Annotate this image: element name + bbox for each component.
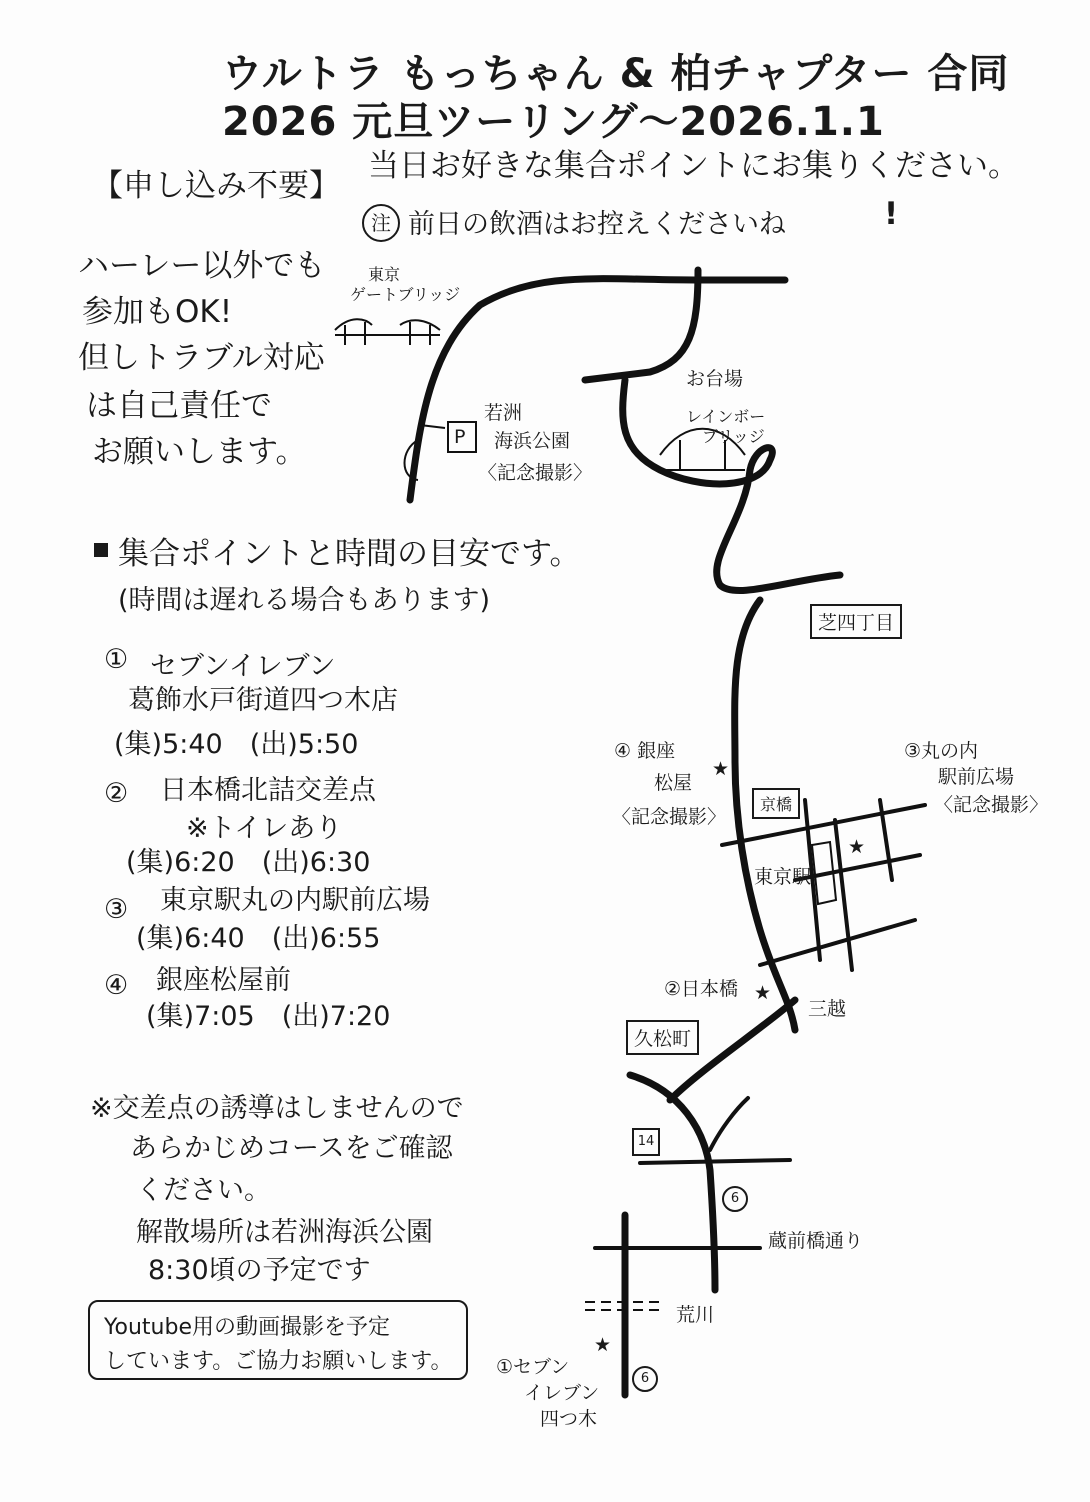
route-odaiba-connector [585,270,698,380]
no-apply-label: 【申し込み不要】 [92,168,340,204]
label-tokyo-station: 東京駅 [754,866,812,888]
route-6-sign-a: 6 [722,1186,748,1212]
ginza-star-icon: ★ [712,758,730,780]
point-4-name: 銀座松屋前 [156,965,291,996]
caution-text: 前日の飲酒はお控えくださいね [408,209,786,240]
label-odaiba: お台場 [686,368,744,390]
point-1-num: ① [104,644,129,675]
label-mitsukoshi: 三越 [808,998,847,1020]
point-2-name2: ※トイレあり [186,813,343,844]
label-seven-3: 四つ木 [540,1408,598,1430]
route-14-street [640,1160,790,1163]
point-4-num: ④ [104,970,129,1001]
flyer-title-line1: ウルトラ もっちゃん & 柏チャプター 合同 [222,51,1010,97]
left-note-line4: は自己責任で [86,388,272,424]
gate-bridge-icon [335,319,440,345]
gather-instruction: 当日お好きな集合ポイントにお集りください。 [368,148,1019,184]
label-kyobashi: 京橋 [752,788,800,819]
route-hisamatsu-curve [630,1075,715,1290]
route-14-sign: 14 [632,1128,660,1156]
marunouchi-star-icon: ★ [848,836,866,858]
points-header-sub: (時間は遅れる場合もあります) [118,585,491,616]
label-park-1: 若洲 [484,402,523,424]
video-notice-line2: しています。ご協力お願いします。 [104,1349,453,1374]
label-marunouchi-3: 〈記念撮影〉 [934,794,1049,816]
footer-note-line1: ※交差点の誘導はしませんので [90,1093,464,1124]
caution-mark: 注 [362,204,400,242]
video-notice-line1: Youtube用の動画撮影を予定 [104,1315,390,1340]
point-2-times: (集)6:20 (出)6:30 [126,847,371,878]
caution-exclaim: ! [884,196,899,232]
point-1-name: セブンイレブン [150,651,336,682]
point-4-times: (集)7:05 (出)7:20 [146,1001,391,1032]
label-kuramae: 蔵前橋通り [768,1230,864,1252]
left-note-line2: 参加もOK! [82,294,233,330]
label-marunouchi-1: ③丸の内 [904,740,979,762]
point-1-times: (集)5:40 (出)5:50 [114,729,359,760]
label-marunouchi-2: 駅前広場 [938,766,1015,788]
footer-note-line5: 8:30頃の予定です [148,1255,371,1286]
label-nihonbashi: ②日本橋 [664,978,739,1000]
point-3-num: ③ [104,894,129,925]
label-hisamatsu: 久松町 [626,1020,699,1055]
point-1-name2: 葛飾水戸街道四つ木店 [128,685,398,716]
footer-note-line4: 解散場所は若洲海浜公園 [136,1217,433,1248]
point-2-num: ② [104,778,129,809]
label-ginza-1: ④ 銀座 [614,740,676,762]
left-note-line5: お願いします。 [92,434,307,470]
label-rainbow-2: ブリッジ [702,427,765,446]
flyer-title-line2: 2026 元旦ツーリング〜2026.1.1 [222,99,885,145]
label-seven-1: ①セブン [496,1356,570,1378]
label-parking: P [454,426,466,448]
label-seven-2: イレブン [524,1382,600,1404]
route-6-sign-b: 6 [632,1366,658,1392]
footer-note-line2: あらかじめコースをご確認 [130,1133,453,1164]
seven-star-icon: ★ [594,1334,612,1356]
label-ginza-3: 〈記念撮影〉 [612,806,727,828]
label-gate-bridge-2: ゲートブリッジ [350,285,461,304]
route-nihonbashi-street [760,920,915,965]
nihonbashi-star-icon: ★ [754,982,772,1004]
label-arakawa: 荒川 [676,1304,715,1326]
label-park-2: 海浜公園 [494,430,571,452]
label-gate-bridge-1: 東京 [368,265,401,284]
label-park-3: 〈記念撮影〉 [478,462,593,484]
label-rainbow-1: レインボー [686,407,766,426]
left-note-line1: ハーレー以外でも [78,248,326,284]
point-2-name: 日本橋北詰交差点 [160,775,376,806]
point-3-times: (集)6:40 (出)6:55 [136,923,381,954]
label-shiba: 芝四丁目 [810,604,902,639]
label-ginza-2: 松屋 [654,772,693,794]
left-note-line3: 但しトラブル対応 [78,340,325,376]
point-3-name: 東京駅丸の内駅前広場 [160,885,430,916]
route-branch-ne [710,1098,748,1150]
points-header-title: 集合ポイントと時間の目安です。 [118,536,581,572]
footer-note-line3: ください。 [136,1175,271,1206]
